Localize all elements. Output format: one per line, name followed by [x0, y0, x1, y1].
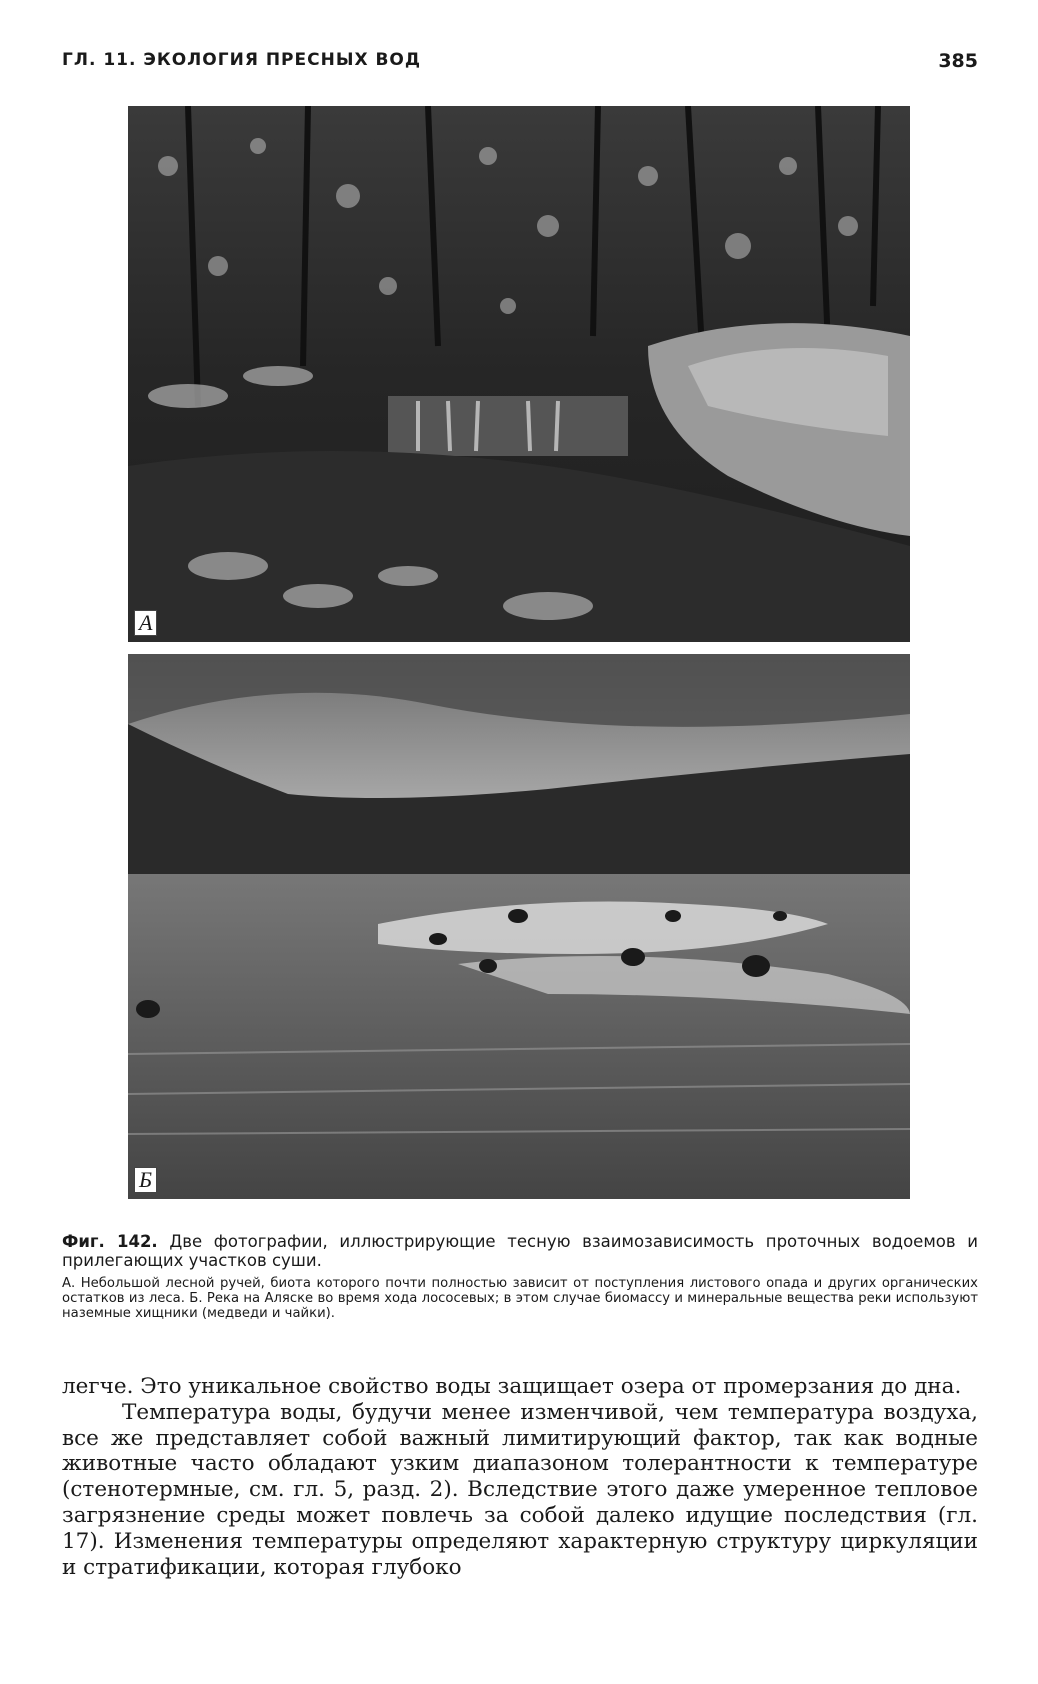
- paragraph: Температура воды, будучи менее изменчивой, чем температура воздуха, все же представляет собой важный лимитирующий фактор, так как водные животные часто обладают узким диапазоном толерантности к температуре (стенотермные, см. гл. 5, разд. 2). Вследствие этого даже умеренное тепловое загрязнение среды может повлечь за собой далеко идущие последствия (гл. 17). Изменения температуры определяют характерную структуру циркуляции и стратификации, которая глубоко: [62, 1399, 978, 1580]
- running-header-chapter: ГЛ. 11. ЭКОЛОГИЯ ПРЕСНЫХ ВОД: [62, 50, 422, 70]
- photo-forest-stream: [128, 106, 910, 642]
- paragraph: легче. Это уникальное свойство воды защищает озера от промерзания до дна.: [62, 1374, 962, 1399]
- panel-label-a: А: [134, 610, 157, 636]
- page-number: 385: [938, 50, 978, 72]
- figure-caption-text: Две фотографии, иллюстрирующие тесную взаимозависимость проточных водоемов и прилегающих участков суши.: [62, 1232, 978, 1270]
- panel-label-b: Б: [134, 1167, 157, 1193]
- figure-caption-title: [62, 1232, 978, 1270]
- figure-number: Фиг. 142.: [62, 1232, 158, 1251]
- body-text: [62, 1374, 978, 1580]
- photo-alaska-river: [128, 654, 910, 1199]
- figure-caption-body: А. Небольшой лесной ручей, биота которого почти полностью зависит от поступления листового опада и других органических остатков из леса. Б. Река на Аляске во время хода лососевых; в этом случае биомассу и минеральные вещества реки используют наземные хищники (медведи и чайки).: [62, 1276, 978, 1321]
